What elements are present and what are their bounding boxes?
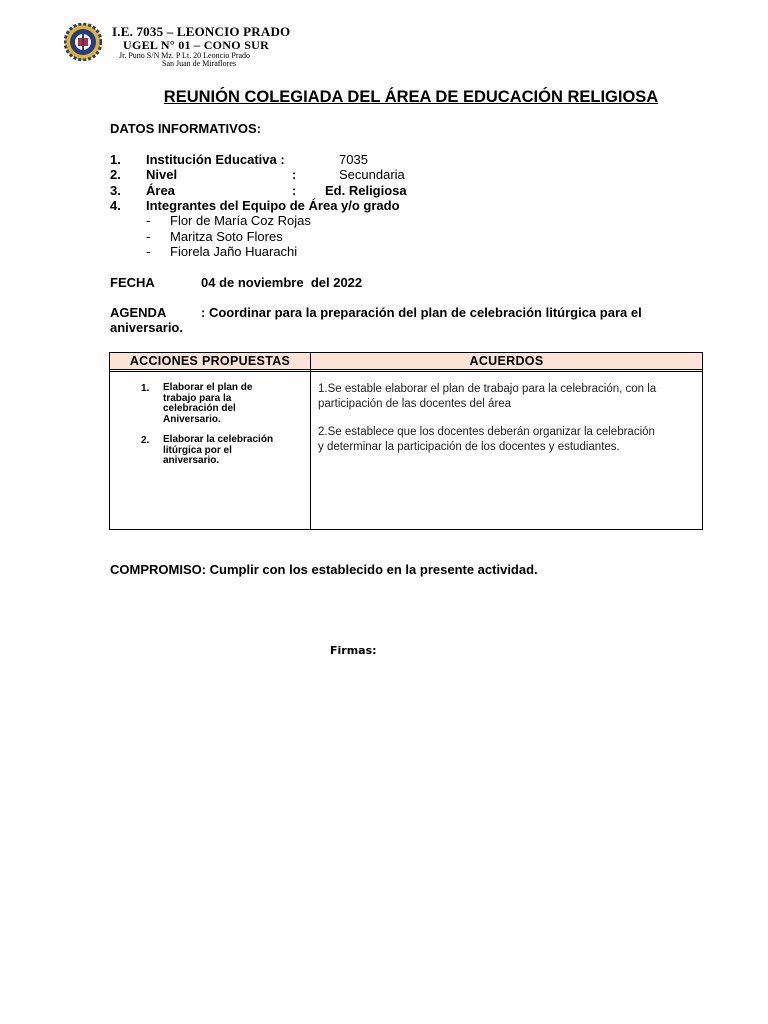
school-crest-icon <box>64 23 102 61</box>
accion-line: trabajo para la <box>163 392 232 404</box>
item-colon: : <box>292 183 297 198</box>
item-label: Nivel <box>146 167 178 182</box>
item-label: Institución Educativa : <box>146 152 285 167</box>
item-number: 2. <box>110 167 121 182</box>
accion-number: 1. <box>141 383 150 394</box>
accion-line: aniversario. <box>163 455 220 466</box>
ugel-name: UGEL N° 01 – CONO SUR <box>123 38 270 52</box>
agenda-text: : Coordinar para la preparación del plan de celebración litúrgica para el <box>201 305 642 320</box>
item-number: 3. <box>110 183 121 198</box>
table-header-divider <box>110 371 702 372</box>
acuerdo-line: 2.Se establece que los docentes deberán organizar la celebración <box>318 426 655 438</box>
member-name: Flor de María Coz Rojas <box>170 213 311 228</box>
accion-item <box>163 383 304 425</box>
item-colon: : <box>292 167 297 182</box>
item-label: Integrantes del Equipo de Área y/o grado <box>146 198 400 213</box>
item-value: Secundaria <box>339 167 405 182</box>
school-name: I.E. 7035 – LEONCIO PRADO <box>112 24 291 39</box>
acuerdo-item <box>318 425 698 454</box>
acuerdo-line: participación de las docentes del área <box>318 397 512 410</box>
acuerdo-line: 1.Se estable elaborar el plan de trabajo para la celebración, con la <box>318 383 657 395</box>
member-bullet: - <box>146 244 151 259</box>
item-number: 4. <box>110 198 121 213</box>
agenda-text-continued: aniversario. <box>110 320 183 335</box>
acuerdo-item <box>318 382 698 411</box>
item-label: Área <box>146 183 175 198</box>
table-column-divider <box>310 353 311 529</box>
accion-line: Aniversario. <box>163 413 221 425</box>
accion-line: litúrgica por el <box>163 444 232 456</box>
school-address: Jr. Puno S/N Mz. P Lt. 20 Leoncio Prado <box>119 51 251 60</box>
member-name: Maritza Soto Flores <box>170 229 283 244</box>
item-value: 7035 <box>339 152 368 167</box>
school-district: San Juan de Miraflores <box>162 59 236 68</box>
item-number: 1. <box>110 152 121 167</box>
accion-line: celebración del <box>163 403 236 414</box>
accion-line: Elaborar el plan de <box>163 382 253 393</box>
member-name: Fiorela Jaño Huarachi <box>170 244 298 259</box>
acciones-acuerdos-table <box>109 352 703 530</box>
acuerdo-line: y determinar la participación de los docentes y estudiantes. <box>318 440 620 453</box>
member-bullet: - <box>146 229 151 244</box>
datos-informativos-heading: DATOS INFORMATIVOS: <box>110 121 261 136</box>
fecha-label: FECHA <box>110 275 155 290</box>
accion-item <box>163 435 304 467</box>
member-bullet: - <box>146 213 151 228</box>
accion-number: 2. <box>141 435 150 446</box>
accion-line: Elaborar la celebración <box>163 434 274 445</box>
item-value: Ed. Religiosa <box>325 183 407 198</box>
column-header-acciones: ACCIONES PROPUESTAS <box>129 354 291 368</box>
column-header-acuerdos: ACUERDOS <box>469 354 544 368</box>
fecha-value: 04 de noviembre del 2022 <box>201 275 363 290</box>
compromiso-text: COMPROMISO: Cumplir con los establecido en la presente actividad. <box>110 562 538 577</box>
firmas-label: Firmas: <box>330 644 377 657</box>
agenda-label: AGENDA <box>110 305 167 320</box>
document-title: REUNIÓN COLEGIADA DEL ÁREA DE EDUCACIÓN RELIGIOSA <box>163 88 659 106</box>
